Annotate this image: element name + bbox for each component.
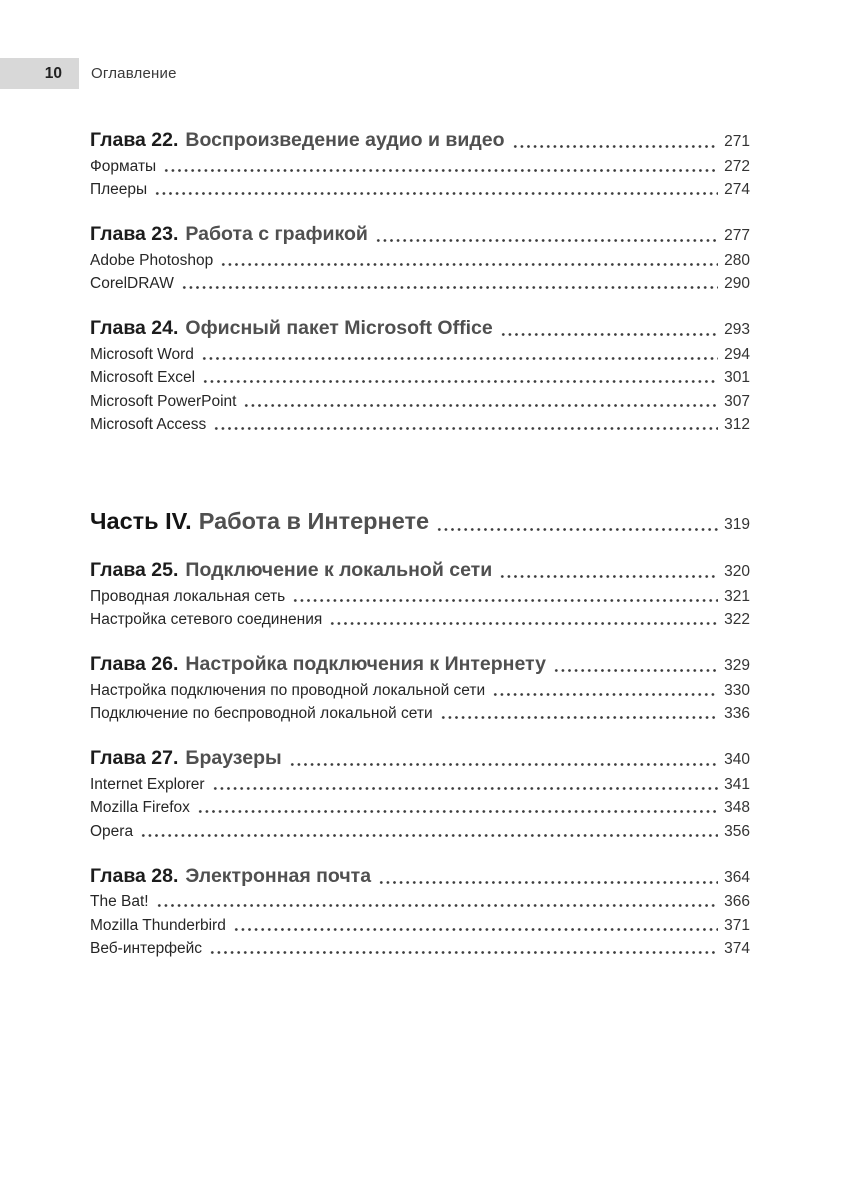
dot-leader xyxy=(289,750,718,770)
chapter-heading-row xyxy=(90,223,750,246)
toc-row-title: Браузеры xyxy=(185,747,282,769)
dot-leader xyxy=(212,777,719,793)
toc-page-number: 348 xyxy=(724,799,750,816)
toc-row-title: Офисный пакет Microsoft Office xyxy=(185,317,493,339)
toc-row-title: Проводная локальная сеть xyxy=(90,587,286,605)
toc-row-title: Настройка сетевого соединения xyxy=(90,611,323,628)
toc-row-title: Форматы xyxy=(90,157,157,175)
toc-row-title: Работа в Интернете xyxy=(198,508,430,534)
running-header xyxy=(0,58,841,89)
folio-page-number: 10 xyxy=(44,64,62,82)
dot-leader xyxy=(329,613,718,629)
dot-leader xyxy=(492,683,718,699)
dot-leader xyxy=(233,918,718,934)
toc-page-number: 274 xyxy=(724,181,750,198)
toc-page-number: 280 xyxy=(724,251,750,269)
toc-page-number: 320 xyxy=(724,563,750,580)
toc-row-title: CorelDRAW xyxy=(90,275,174,292)
dot-leader xyxy=(500,320,718,340)
toc-subentry-row xyxy=(90,823,750,841)
chapter-heading-row xyxy=(90,865,750,888)
toc-page-number: 330 xyxy=(724,681,750,699)
chapter-heading-row xyxy=(90,653,750,676)
toc-row-title: Работа с графикой xyxy=(185,223,368,245)
toc-subentry-row xyxy=(90,393,750,411)
toc-row-title: Электронная почта xyxy=(185,864,372,887)
toc-page-number: 340 xyxy=(724,751,750,768)
chapter-heading-row xyxy=(90,559,750,582)
toc-row-label: Глава 22. xyxy=(90,129,179,151)
chapter-heading-row xyxy=(90,317,750,340)
chapter-heading-row xyxy=(90,129,750,152)
toc-page-number: 341 xyxy=(724,775,750,793)
toc-page-number: 271 xyxy=(724,133,750,150)
toc-page-number: 290 xyxy=(724,275,750,292)
toc-row-title: Adobe Photoshop xyxy=(90,251,214,269)
toc-row-label: Глава 26. xyxy=(90,653,179,675)
toc-row-title: Mozilla Thunderbird xyxy=(90,916,226,934)
toc-page-number: 294 xyxy=(724,345,750,363)
toc-row-title: Mozilla Firefox xyxy=(90,799,190,816)
toc-row-title: Плееры xyxy=(90,181,148,198)
toc-subentry-row xyxy=(90,588,750,606)
dot-leader xyxy=(197,801,718,817)
toc-subentry-row xyxy=(90,705,750,723)
toc-row-label: Глава 25. xyxy=(90,559,179,581)
dot-leader xyxy=(140,824,718,840)
toc-page-number: 364 xyxy=(724,868,750,886)
toc-row-title: Microsoft Access xyxy=(90,416,207,433)
toc-row-title: Opera xyxy=(90,822,134,840)
toc-page-number: 371 xyxy=(724,916,750,934)
toc-row-title: Microsoft Word xyxy=(90,345,194,363)
toc-row-title: Internet Explorer xyxy=(90,775,205,793)
toc-page-number: 336 xyxy=(724,705,750,722)
toc-subentry-row xyxy=(90,369,750,387)
dot-leader xyxy=(440,707,719,723)
dot-leader xyxy=(213,418,718,434)
dot-leader xyxy=(375,226,718,246)
dot-leader xyxy=(220,253,718,269)
toc-subentry-row xyxy=(90,346,750,364)
dot-leader xyxy=(201,347,718,363)
toc-row-title: Подключение к локальной сети xyxy=(185,559,493,581)
toc-page-number: 321 xyxy=(724,587,750,605)
dot-leader xyxy=(378,867,718,887)
toc-row-title: The Bat! xyxy=(90,893,149,910)
chapter-heading-row xyxy=(90,747,750,770)
toc-page-number: 322 xyxy=(724,611,750,628)
toc-subentry-row xyxy=(90,181,750,199)
part-heading-row xyxy=(90,508,750,535)
toc-row-label: Глава 23. xyxy=(90,223,179,245)
toc-page-number: 329 xyxy=(724,657,750,674)
toc-list xyxy=(0,89,841,958)
toc-page-number: 277 xyxy=(724,227,750,244)
dot-leader xyxy=(202,371,718,387)
toc-row-title: Воспроизведение аудио и видео xyxy=(185,129,505,151)
toc-subentry-row xyxy=(90,940,750,958)
dot-leader xyxy=(553,656,718,676)
toc-page-number: 374 xyxy=(724,940,750,957)
toc-row-title: Microsoft PowerPoint xyxy=(90,392,237,410)
toc-row-label: Глава 28. xyxy=(90,864,179,887)
toc-page-number: 319 xyxy=(724,516,750,533)
toc-row-title: Подключение по беспроводной локальной сети xyxy=(90,705,433,722)
toc-row-title: Настройка подключения к Интернету xyxy=(185,653,546,675)
toc-page-number: 356 xyxy=(724,822,750,840)
toc-page-number: 272 xyxy=(724,157,750,175)
dot-leader xyxy=(436,510,718,535)
page-number-box xyxy=(0,58,79,89)
dot-leader xyxy=(512,132,719,152)
toc-page-number: 307 xyxy=(724,392,750,410)
toc-subentry-row xyxy=(90,416,750,434)
running-header-title: Оглавление xyxy=(91,65,177,82)
dot-leader xyxy=(181,277,718,293)
toc-subentry-row xyxy=(90,275,750,293)
dot-leader xyxy=(243,394,718,410)
toc-subentry-row xyxy=(90,799,750,817)
dot-leader xyxy=(156,895,719,911)
toc-row-title: Веб-интерфейс xyxy=(90,940,202,957)
dot-leader xyxy=(209,942,718,958)
toc-subentry-row xyxy=(90,776,750,794)
toc-row-title: Настройка подключения по проводной локальной сети xyxy=(90,681,486,699)
toc-page-number: 312 xyxy=(724,416,750,433)
dot-leader xyxy=(292,589,718,605)
toc-row-label: Часть IV. xyxy=(90,508,192,534)
toc-page-number: 293 xyxy=(724,321,750,338)
toc-subentry-row xyxy=(90,682,750,700)
toc-subentry-row xyxy=(90,158,750,176)
toc-subentry-row xyxy=(90,252,750,270)
dot-leader xyxy=(499,562,718,582)
dot-leader xyxy=(154,183,718,199)
toc-subentry-row xyxy=(90,893,750,911)
toc-page-number: 366 xyxy=(724,893,750,910)
toc-row-label: Глава 27. xyxy=(90,747,179,769)
toc-page-number: 301 xyxy=(724,369,750,386)
toc-subentry-row xyxy=(90,917,750,935)
dot-leader xyxy=(163,159,718,175)
toc-row-label: Глава 24. xyxy=(90,317,179,339)
toc-subentry-row xyxy=(90,611,750,629)
toc-row-title: Microsoft Excel xyxy=(90,369,196,386)
